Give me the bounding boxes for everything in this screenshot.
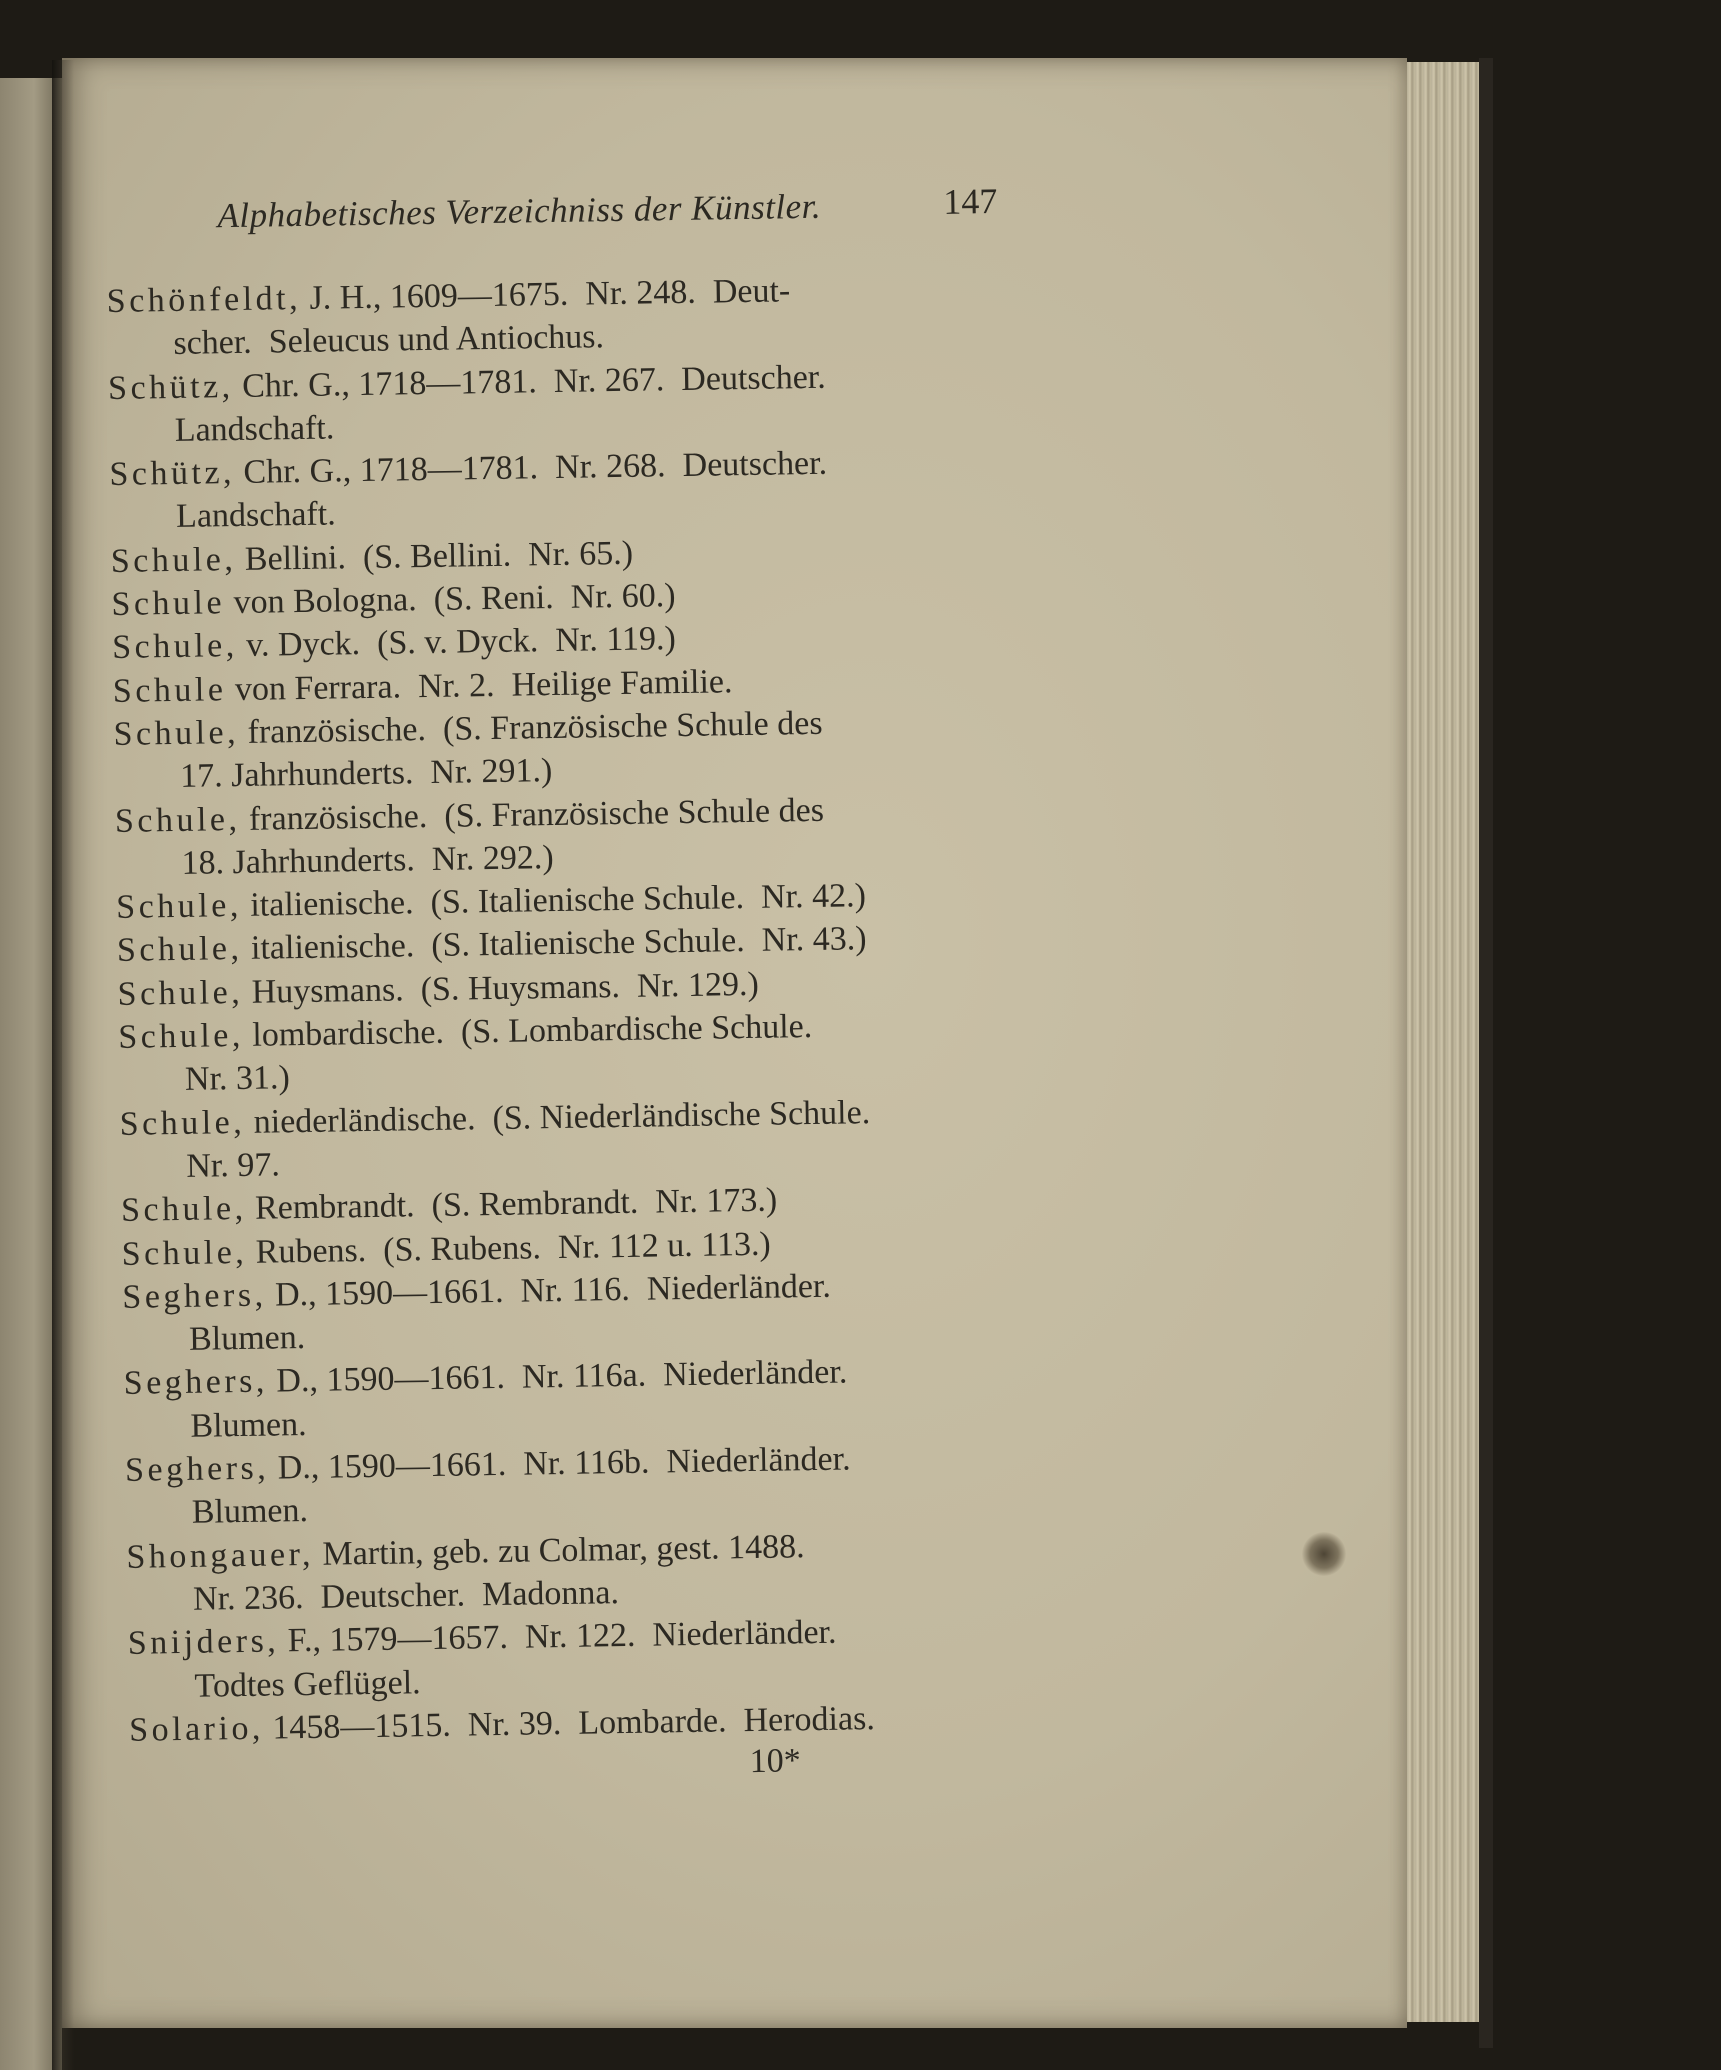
entry-details: Chr. G., 1718—1781. Nr. 268. Deutscher. <box>234 444 828 492</box>
entry-continuation: 18. Jahrhunderts. Nr. 292.) <box>181 838 554 882</box>
index-entry <box>118 1002 1019 1103</box>
gutter-shadow <box>52 60 74 2070</box>
index-entry <box>106 266 1007 367</box>
artist-name: Schule, <box>117 973 244 1013</box>
entry-details: französische. (S. Französische Schule des <box>240 791 825 838</box>
artist-name: Schule, <box>114 800 241 840</box>
artist-name: Schule, <box>110 540 237 580</box>
entry-continuation: Blumen. <box>190 1405 307 1445</box>
artist-name: Schule <box>112 670 227 710</box>
page-number: 147 <box>942 180 998 222</box>
entry-details: 1458—1515. Nr. 39. Lombarde. Herodias. <box>263 1699 876 1747</box>
entry-details: D., 1590—1661. Nr. 116a. Niederländer. <box>267 1353 848 1401</box>
entry-details: F., 1579—1657. Nr. 122. Niederländer. <box>278 1613 837 1660</box>
entry-continuation: Blumen. <box>188 1319 306 1358</box>
index-entry <box>119 1088 1020 1189</box>
artist-name: Solario, <box>128 1709 265 1749</box>
page-edges <box>1407 62 1479 2022</box>
signature-mark: 10* <box>749 1742 802 1781</box>
artist-name: Schule <box>111 584 226 624</box>
entry-details: italienische. (S. Italienische Schule. Nr. 42.) <box>241 877 867 925</box>
entry-details: Bellini. (S. Bellini. Nr. 65.) <box>236 534 634 578</box>
entry-continuation: Landschaft. <box>174 409 335 449</box>
entry-details: Rubens. (S. Rubens. Nr. 112 u. 113.) <box>246 1225 772 1271</box>
artist-name: Schule, <box>119 1103 246 1143</box>
running-head-title: Alphabetisches Verzeichniss der Künstler. <box>217 186 822 236</box>
artist-name: Schule, <box>121 1233 248 1273</box>
stain-spot <box>1302 1532 1346 1576</box>
entry-details: von Ferrara. Nr. 2. Heilige Familie. <box>226 662 733 708</box>
index-entry <box>113 699 1014 800</box>
artist-name: Schütz, <box>107 367 234 407</box>
index-entry <box>123 1348 1024 1449</box>
entry-details: Martin, geb. zu Colmar, gest. 1488. <box>313 1527 805 1573</box>
entry-details: französische. (S. Französische Schule des <box>238 704 823 751</box>
entry-continuation: Blumen. <box>191 1492 309 1532</box>
artist-name: Schule, <box>111 627 239 667</box>
entry-continuation: Nr. 97. <box>186 1146 281 1185</box>
entry-continuation: Todtes Geflügel. <box>194 1663 421 1705</box>
book-cover <box>1479 58 1493 2048</box>
entry-details: Chr. G., 1718—1781. Nr. 267. Deutscher. <box>233 358 827 405</box>
artist-name: Seghers, <box>122 1276 267 1316</box>
index-entry <box>125 1435 1026 1536</box>
entry-details: von Bologna. (S. Reni. Nr. 60.) <box>224 577 676 622</box>
index-entry <box>126 1521 1027 1622</box>
artist-name: Schönfeldt, <box>106 279 302 320</box>
entry-details: D., 1590—1661. Nr. 116. Niederländer. <box>266 1267 832 1314</box>
index-entry <box>115 785 1016 886</box>
entry-details: italienische. (S. Italienische Schule. Nr. 43.) <box>242 920 867 968</box>
artist-name: Schule, <box>113 713 240 753</box>
artist-name: Seghers, <box>124 1449 270 1489</box>
artist-name: Schule, <box>116 930 243 970</box>
index-entry <box>109 439 1010 540</box>
artist-name: Schule, <box>120 1190 247 1230</box>
entry-details: Huysmans. (S. Huysmans. Nr. 129.) <box>242 965 760 1011</box>
entry-continuation: Nr. 31.) <box>184 1059 291 1099</box>
artist-name: Snijders, <box>127 1622 280 1663</box>
entry-details: v. Dyck. (S. v. Dyck. Nr. 119.) <box>237 620 677 665</box>
artist-name: Schule, <box>118 1016 245 1056</box>
artist-name: Schule, <box>115 887 243 927</box>
artist-index-list <box>106 266 1029 1752</box>
entry-continuation: Nr. 236. Deutscher. Madonna. <box>192 1574 620 1618</box>
artist-name: Schütz, <box>109 454 236 494</box>
entry-details: D., 1590—1661. Nr. 116b. Niederländer. <box>268 1440 851 1487</box>
entry-details: niederländische. (S. Niederländische Schule. <box>244 1093 871 1141</box>
artist-name: Shongauer, <box>126 1535 315 1576</box>
entry-details: J. H., 1609—1675. Nr. 248. Deut- <box>300 272 791 317</box>
entry-continuation: scher. Seleucus und Antiochus. <box>173 318 605 363</box>
entry-details: lombardische. (S. Lombardische Schule. <box>243 1008 813 1054</box>
index-entry <box>108 352 1009 453</box>
entry-continuation: Landschaft. <box>175 495 336 536</box>
entry-details: Rembrandt. (S. Rembrandt. Nr. 173.) <box>246 1181 778 1228</box>
index-entry <box>127 1608 1028 1709</box>
index-entry <box>122 1262 1023 1363</box>
entry-continuation: 17. Jahrhunderts. Nr. 291.) <box>179 752 553 796</box>
artist-name: Seghers, <box>123 1363 269 1403</box>
